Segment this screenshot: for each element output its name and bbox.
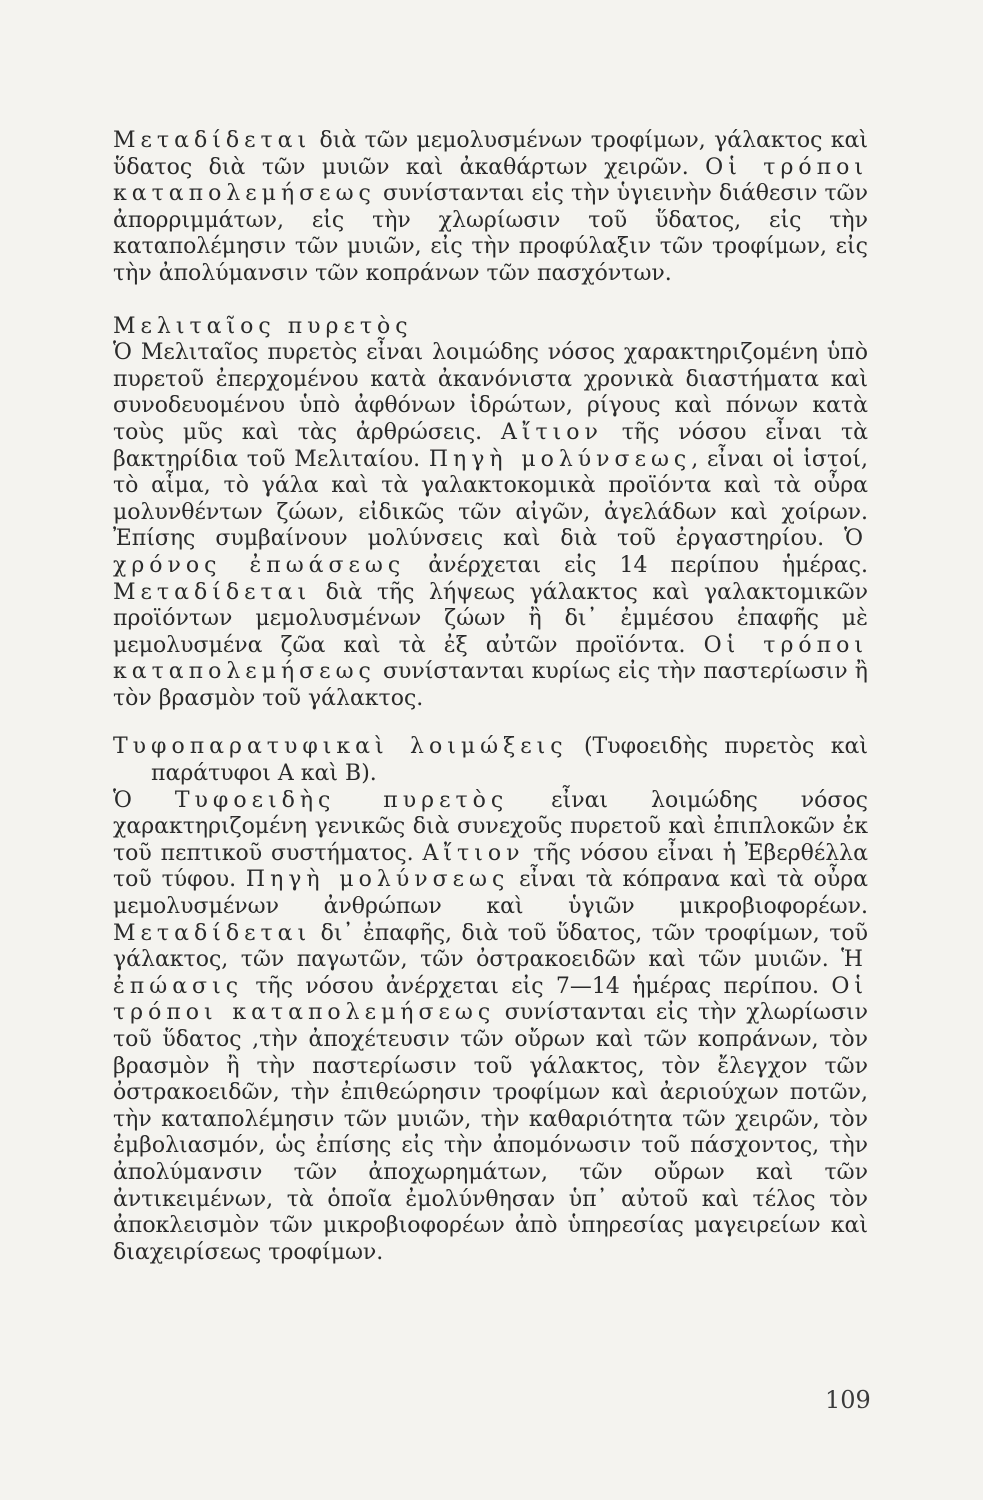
body-text bbox=[113, 128, 868, 1266]
page-number: 109 bbox=[825, 1386, 871, 1414]
spaced-term: Μεταδίδεται bbox=[113, 128, 312, 153]
spaced-term: Πηγὴ μολύνσεως bbox=[428, 446, 692, 472]
paragraph-malta-fever: Ὁ Μελιταῖος πυρετὸς εἶναι λοιμώδης νόσος χαρακτηριζομένη ὑπὸ πυρετοῦ ἐπερχομένου κατὰ ἀκανόνιστα χρονικὰ διαστήματα καὶ συνοδευομένου ὑπὸ ἀφθόνων ἱδρώτων, ρίγους καὶ πόνων κατὰ τοὺς μῦς καὶ τὰς ἀρθρώσεις. Αἴτιον τῆς νόσου εἶναι τὰ βακτηρίδια τοῦ Μελιταίου. Πηγὴ μολύνσεως, εἶναι οἱ ἱστοί, τὸ αἷμα, τὸ γάλα καὶ τὰ γαλακτοκομικὰ προϊόντα καὶ τὰ οὖρα μολυνθέντων ζώων, εἰδικῶς τῶν αἰγῶν, ἀγελάδων καὶ χοίρων. Ἐπίσης συμβαίνουν μολύνσεις καὶ διὰ τοῦ ἐργαστηρίου. Ὁ χρόνος ἐπωάσεως ἀνέρχεται εἰς 14 περίπου ἡμέρας. Μεταδίδεται διὰ τῆς λήψεως γάλακτος καὶ γαλακτομικῶν προϊόντων μεμολυσμένων ζώων ἢ δι᾽ ἐμμέσου ἐπαφῆς μὲ μεμολυσμένα ζῶα καὶ τὰ ἐξ αὐτῶν προϊόντα. Οἱ τρόποι καταπολεμήσεως συνίστανται κυρίως εἰς τὴν παστερίωσιν ἢ τὸν βρασμὸν τοῦ γάλακτος. bbox=[113, 340, 869, 711]
section-heading-malta-fever: Μελιταῖος πυρετὸς bbox=[113, 313, 413, 339]
paragraph-transmission: Μεταδίδεται διὰ τῶν μεμολυσμένων τροφίμων, γάλακτος καὶ ὕδατος διὰ τῶν μυιῶν καὶ ἀκαθάρτων χειρῶν. Οἱ τρόποι καταπολεμήσεως συνίστανται εἰς τὴν ὑγιεινὴν διάθεσιν τῶν ἀπορριμμάτων, εἰς τὴν χλωρίωσιν τοῦ ὕδατος, εἰς τὴν καταπολέμησιν τῶν μυιῶν, εἰς τὴν προφύλαξιν τῶν τροφίμων, εἰς τὴν ἀπολύμανσιν τῶν κοπράνων τῶν πασχόντων. bbox=[113, 128, 868, 286]
spaced-term: Οἱ τρόποι καταπολεμήσεως bbox=[113, 154, 868, 207]
spaced-term: Αἴτιον bbox=[422, 840, 525, 866]
spaced-term: Ἡ ἐπώασις bbox=[113, 947, 868, 999]
section-heading-typhoid: Τυφοπαρατυφικαὶ λοιμώξεις (Τυφοειδὴς πυρετὸς καὶ παράτυφοι Α καὶ Β). bbox=[113, 734, 868, 787]
spaced-term: Οἱ τρόποι καταπολεμήσεως bbox=[113, 632, 868, 685]
spaced-term: Μεταδίδεται bbox=[113, 579, 312, 605]
spaced-term: Οἱ τρόποι καταπολεμήσεως bbox=[113, 973, 868, 1026]
spaced-term: Ὁ χρόνος ἐπωάσεως bbox=[113, 526, 868, 578]
spaced-term: Τυφοειδὴς πυρετὸς bbox=[174, 787, 509, 813]
spaced-term: Αἴτιον bbox=[501, 419, 603, 445]
spaced-term: Πηγὴ μολύνσεως bbox=[245, 867, 510, 893]
paragraph-typhoid-fever: Ὁ Τυφοειδὴς πυρετὸς εἶναι λοιμώδης νόσος χαρακτηριζομένη γενικῶς διὰ συνεχοῦς πυρετοῦ καὶ ἐπιπλοκῶν ἐκ τοῦ πεπτικοῦ συστήματος. Αἴτιον τῆς νόσου εἶναι ἡ Ἐβερθέλλα τοῦ τύφου. Πηγὴ μολύνσεως εἶναι τὰ κόπρανα καὶ τὰ οὖρα μεμολυσμένων ἀνθρώπων καὶ ὑγιῶν μικροβιοφορέων. Μεταδίδεται δι᾽ ἐπαφῆς, διὰ τοῦ ὕδατος, τῶν τροφίμων, τοῦ γάλακτος, τῶν παγωτῶν, τῶν ὀστρακοειδῶν καὶ τῶν μυιῶν. Ἡ ἐπώασις τῆς νόσου ἀνέρχεται εἰς 7—14 ἡμέρας περίπου. Οἱ τρόποι καταπολεμήσεως συνίστανται εἰς τὴν χλωρίωσιν τοῦ ὕδατος ,τὴν ἀποχέτευσιν τῶν οὔρων καὶ τῶν κοπράνων, τὸν βρασμὸν ἢ τὴν παστερίωσιν τοῦ γάλακτος, τὸν ἔλεγχον τῶν ὀστρακοειδῶν, τὴν ἐπιθεώρησιν τροφίμων καὶ ἀεριούχων ποτῶν, τὴν καταπολέμησιν τῶν μυιῶν, τὴν καθαριότητα τῶν χειρῶν, τὸν ἐμβολιασμόν, ὡς ἐπίσης εἰς τὴν ἀπομόνωσιν τοῦ πάσχοντος, τὴν ἀπολύμανσιν τῶν ἀποχωρημάτων, τῶν οὔρων καὶ τῶν ἀντικειμένων, τὰ ὁποῖα ἐμολύνθησαν ὑπ᾽ αὐτοῦ καὶ τέλος τὸν ἀποκλεισμὸν τῶν μικροβιοφορέων ἀπὸ ὑπηρεσίας μαγειρείων καὶ διαχειρίσεως τροφίμων. bbox=[113, 787, 868, 1265]
spaced-term: Μεταδίδεται bbox=[113, 920, 312, 946]
